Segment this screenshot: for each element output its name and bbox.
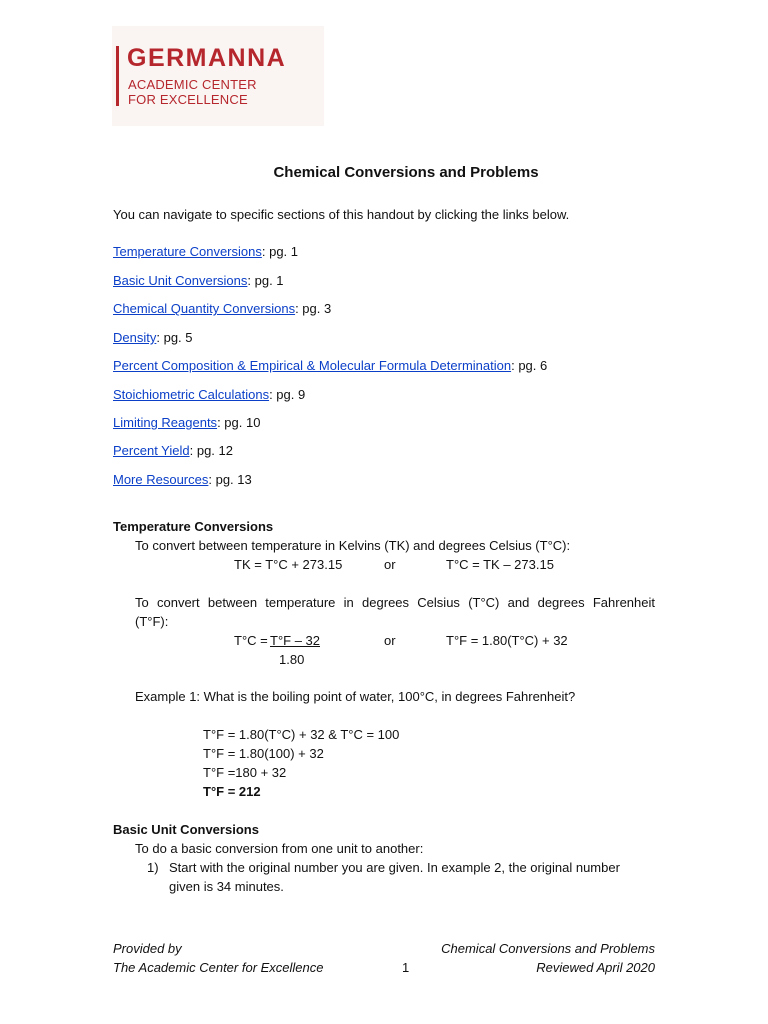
list-item-line1: Start with the original number you are given. In example 2, the original number [169, 860, 620, 875]
equation-celsius-from-kelvin: T°C = TK – 273.15 [446, 557, 554, 572]
page-number: 1 [402, 960, 410, 975]
footer-provided-by: Provided by [113, 941, 182, 956]
logo-bar [116, 46, 119, 106]
or-text: or [384, 633, 396, 648]
toc-item [113, 271, 284, 290]
list-item-line2: given is 34 minutes. [169, 879, 284, 894]
logo-line-1: ACADEMIC CENTER [128, 77, 257, 92]
page-title: Chemical Conversions and Problems [273, 164, 539, 181]
footer-organization: The Academic Center for Excellence [113, 960, 324, 975]
toc-link-stoichiometric[interactable]: Stoichiometric Calculations [113, 387, 270, 402]
solution-step: T°F = 1.80(T°C) + 32 & T°C = 100 [203, 727, 400, 742]
toc-page: : pg. 9 [269, 387, 306, 402]
toc-item [113, 356, 547, 375]
toc-link-density[interactable]: Density [113, 330, 157, 345]
footer-doc-title: Chemical Conversions and Problems [441, 941, 655, 956]
kelvin-intro: To convert between temperature in Kelvins (TK) and degrees Celsius (T°C): [135, 538, 571, 553]
toc-item [113, 441, 233, 460]
equation-celsius-lhs: T°C = [234, 633, 268, 648]
section-heading-basic: Basic Unit Conversions [113, 822, 259, 837]
toc-item [113, 413, 260, 432]
toc-link-basic-unit[interactable]: Basic Unit Conversions [113, 273, 248, 288]
equation-kelvin: TK = T°C + 273.15 [234, 557, 343, 572]
toc-link-percent-yield[interactable]: Percent Yield [113, 443, 190, 458]
toc-page: : pg. 12 [189, 443, 233, 458]
toc-item [113, 470, 252, 489]
toc-link-temperature[interactable]: Temperature Conversions [113, 244, 262, 259]
toc-link-more-resources[interactable]: More Resources [113, 472, 209, 487]
or-text: or [384, 557, 396, 572]
basic-intro: To do a basic conversion from one unit to another: [135, 841, 424, 856]
toc-item [113, 385, 305, 404]
equation-fahrenheit: T°F = 1.80(T°C) + 32 [446, 633, 568, 648]
toc-link-percent-composition[interactable]: Percent Composition & Empirical & Molecular Formula Determination [113, 358, 512, 373]
section-heading-temperature: Temperature Conversions [113, 519, 274, 534]
toc-page: : pg. 1 [247, 273, 284, 288]
example-1: Example 1: What is the boiling point of water, 100°C, in degrees Fahrenheit? [135, 689, 576, 704]
toc-page: : pg. 5 [156, 330, 193, 345]
toc-page: : pg. 6 [511, 358, 548, 373]
logo-line-2: FOR EXCELLENCE [128, 92, 248, 107]
equation-celsius-numerator: T°F – 32 [270, 633, 320, 648]
equation-celsius-denominator: 1.80 [279, 652, 305, 667]
toc-page: : pg. 1 [261, 244, 298, 259]
fahrenheit-intro-line2: (T°F): [135, 614, 169, 629]
solution-step: T°F = 1.80(100) + 32 [203, 746, 324, 761]
footer-reviewed-date: Reviewed April 2020 [536, 960, 655, 975]
logo [112, 26, 324, 126]
solution-answer: T°F = 212 [203, 784, 261, 799]
list-number: 1) [147, 860, 159, 875]
toc-item [113, 242, 298, 261]
toc-page: : pg. 10 [217, 415, 261, 430]
intro-text: You can navigate to specific sections of this handout by clicking the links below. [113, 207, 570, 222]
toc-page: : pg. 3 [295, 301, 332, 316]
toc-page: : pg. 13 [208, 472, 252, 487]
toc-link-chemical-quantity[interactable]: Chemical Quantity Conversions [113, 301, 296, 316]
fahrenheit-intro-line1: To convert between temperature in degrees Celsius (T°C) and degrees Fahrenheit [135, 595, 655, 610]
toc-link-limiting-reagents[interactable]: Limiting Reagents [113, 415, 218, 430]
solution-step: T°F =180 + 32 [203, 765, 287, 780]
toc-item [113, 299, 331, 318]
toc-item [113, 328, 193, 347]
logo-name: GERMANNA [127, 44, 287, 72]
